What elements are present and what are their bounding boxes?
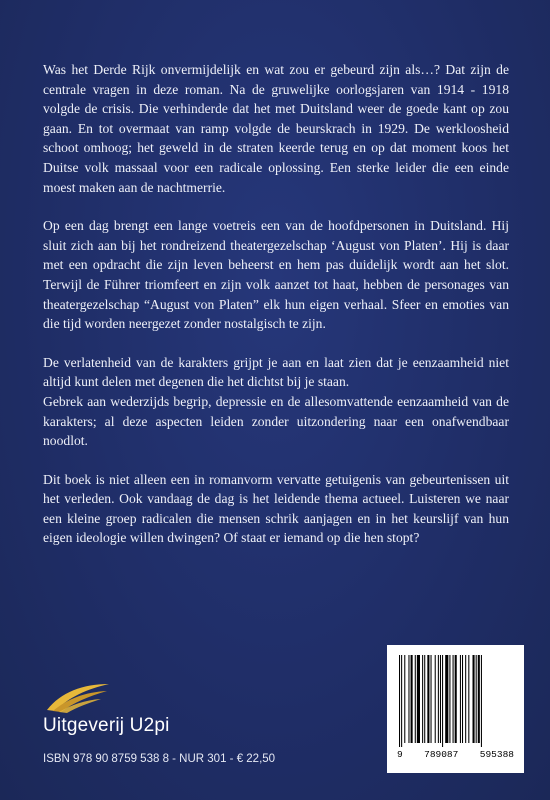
- barcode-digits-right: 595388: [479, 749, 514, 760]
- barcode-bar: [445, 655, 448, 743]
- barcode-bar: [465, 655, 466, 743]
- barcode-bar: [408, 655, 409, 743]
- publisher-name: Uitgeverij U2pi: [43, 715, 170, 736]
- barcode-bar: [473, 655, 475, 743]
- barcode-bar: [468, 655, 469, 743]
- barcode-bar: [460, 655, 461, 743]
- barcode-bar: [431, 655, 432, 743]
- barcode-bar: [481, 655, 482, 747]
- barcode-bar: [424, 655, 425, 743]
- barcode-digits: [397, 749, 514, 760]
- barcode-bar: [449, 655, 450, 743]
- blurb-text: [43, 60, 509, 567]
- barcode-bar: [478, 655, 480, 743]
- barcode-digit-first: 9: [397, 749, 403, 760]
- barcode-bar: [399, 655, 400, 747]
- swoosh-logo-icon: [43, 680, 113, 714]
- barcode-bar: [417, 655, 420, 743]
- blurb-paragraph-4: Gebrek aan wederzijds begrip, depressie en de allesomvattende eenzaamheid van de karakters; al deze aspecten leiden zonder uitzondering naar een onafwendbaar noodlot.: [43, 393, 509, 449]
- barcode-bar: [438, 655, 439, 743]
- barcode-bar: [476, 655, 477, 743]
- publisher-logo: [43, 680, 203, 740]
- barcode-bars: [397, 655, 514, 747]
- blurb-paragraph-5: Dit boek is niet alleen een in romanvorm vervatte getuigenis van gebeurtenissen uit het verleden. Ook vandaag de dag is het leidende thema actueel. Luisteren we naar een kleine groep radicalen die mensen schrik aanjagen en in het keurslijf van hun eigen ideologie willen dwingen? Of staat er iemand op die hen stopt?: [43, 471, 509, 546]
- blurb-paragraph-2: Op een dag brengt een lange voetreis een van de hoofdpersonen in Duitsland. Hij sluit zich aan bij het rondreizend theatergezelschap ‘August von Platen’. Hij is daar met een opdracht die zijn leven beheerst en hem pas duidelijk wordt aan het slot. Terwijl de Führer triomfeert en zijn volk aanzet tot haat, hebben de personages van theatergezelschap “August von Platen” elk hun eigen verhaal. Sfeer en emoties van die tijd worden neergezet zonder nostalgisch te zijn.: [43, 218, 509, 332]
- blurb-paragraph-1: Was het Derde Rijk onvermijdelijk en wat zou er gebeurd zijn als…? Dat zijn de centrale vragen in deze roman. Na de gruwelijke oorlogsjaren van 1914 - 1918 volgde de crisis. Die verhinderde dat het met Duitsland weer de goede kant op zou gaan. En tot overmaat van ramp volgde de beurskrach in 1929. De werkloosheid schoot omhoog; het geweld in de straten keerde terug en op dat moment koos het Duitse volk massaal voor een radicale oplossing. Een sterke leider die een einde moest maken aan de nachtmerrie.: [43, 62, 509, 195]
- barcode-bar: [453, 655, 454, 743]
- barcode-bar: [462, 655, 463, 743]
- blurb-paragraph-3: De verlatenheid van de karakters grijpt je aan en laat zien dat je eenzaamheid niet altijd kunt delen met degenen die het dichtst bij je staan.: [43, 354, 509, 390]
- barcode: [387, 645, 524, 773]
- barcode-digits-left: 789087: [424, 749, 459, 760]
- barcode-bar: [455, 655, 457, 743]
- barcode-bar: [435, 655, 436, 743]
- barcode-bar: [422, 655, 423, 743]
- barcode-bar: [411, 655, 413, 743]
- barcode-bar: [415, 655, 416, 743]
- barcode-bar: [404, 655, 405, 743]
- barcode-bar: [440, 655, 441, 743]
- isbn-price-line: ISBN 978 90 8759 538 8 - NUR 301 - € 22,50: [43, 753, 276, 765]
- barcode-bar: [442, 655, 443, 747]
- barcode-bar: [427, 655, 429, 743]
- barcode-bar: [401, 655, 402, 747]
